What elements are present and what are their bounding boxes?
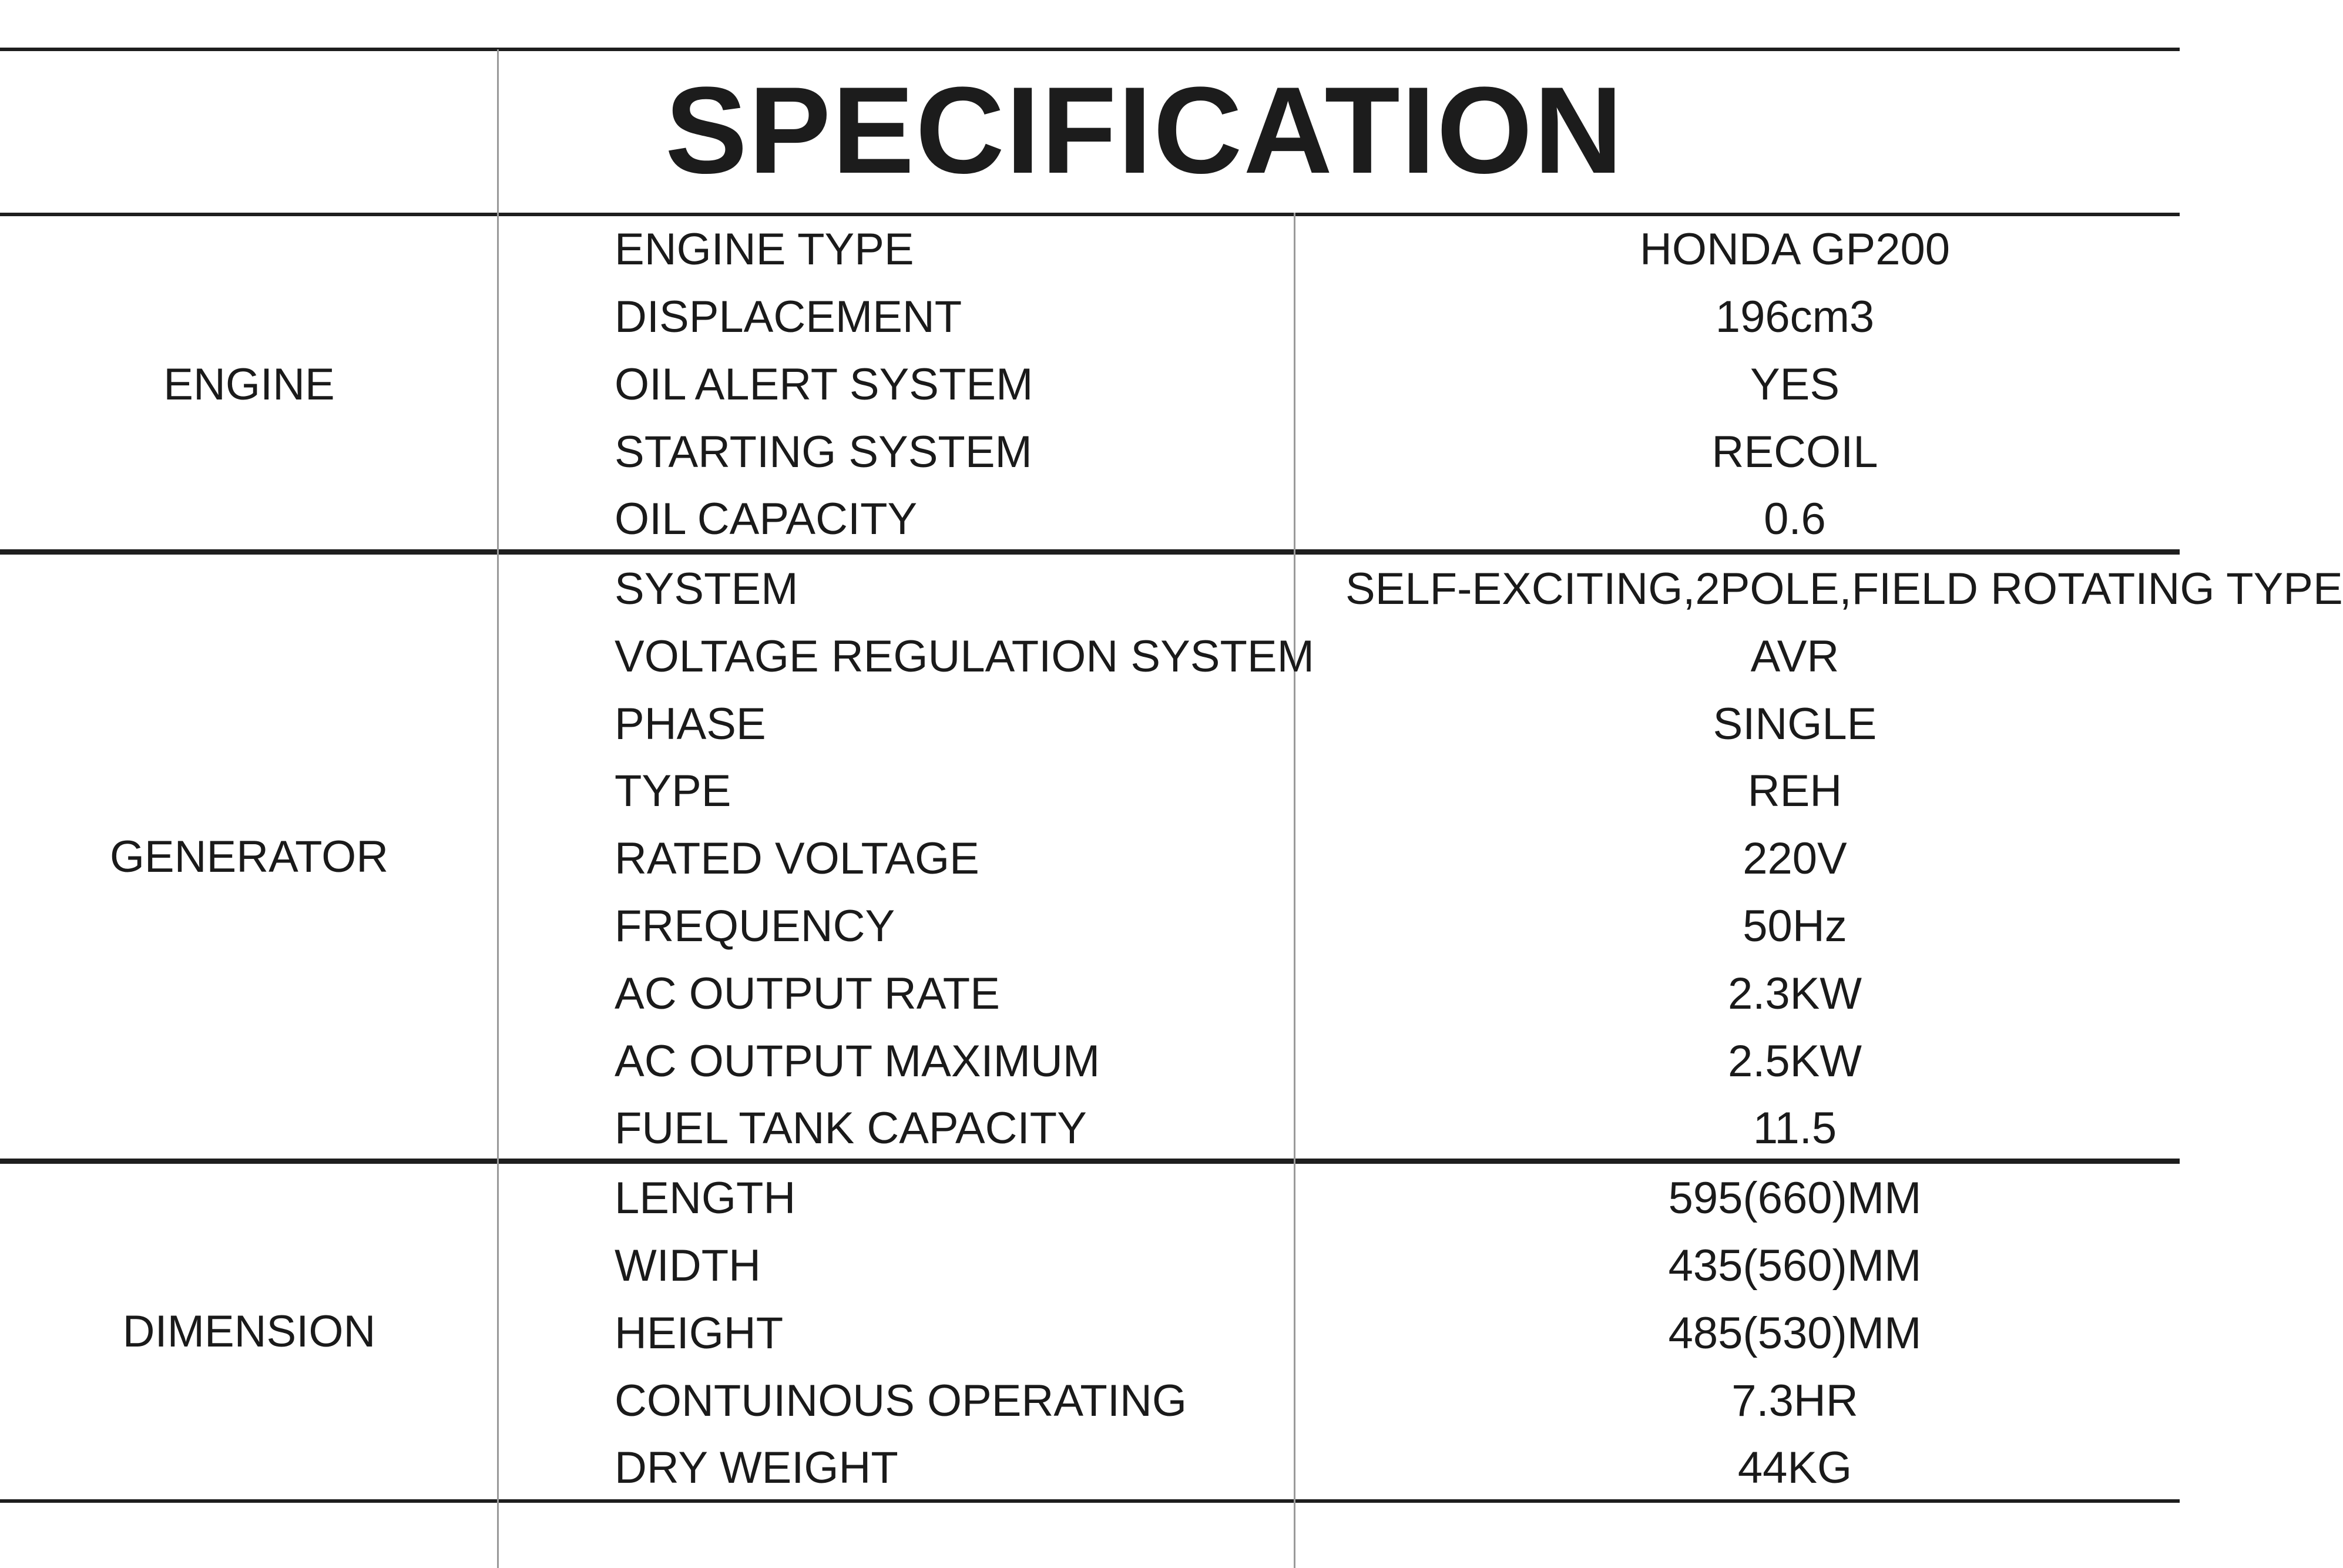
spec-name: ENGINE TYPE bbox=[615, 224, 914, 274]
spec-name: SYSTEM bbox=[615, 564, 798, 614]
table-row bbox=[0, 418, 2180, 486]
table-row bbox=[0, 1164, 2180, 1232]
spec-value: 196cm3 bbox=[1715, 292, 1875, 342]
page-title: SPECIFICATION bbox=[665, 61, 1624, 199]
spec-name: WIDTH bbox=[615, 1241, 761, 1291]
spec-name: OIL ALERT SYSTEM bbox=[615, 360, 1033, 409]
spec-value: 44KG bbox=[1737, 1443, 1852, 1493]
table-row bbox=[0, 351, 2180, 418]
spec-value: 2.3KW bbox=[1727, 969, 1862, 1019]
table-row bbox=[0, 1028, 2180, 1095]
table-row bbox=[0, 216, 2180, 283]
spec-name: TYPE bbox=[615, 766, 731, 816]
table-row bbox=[0, 555, 2343, 623]
table-row bbox=[0, 1094, 2180, 1162]
spec-name: RATED VOLTAGE bbox=[615, 834, 979, 884]
section-label-engine: ENGINE bbox=[163, 360, 335, 409]
table-row bbox=[0, 690, 2180, 758]
spec-name: DISPLACEMENT bbox=[615, 292, 962, 342]
spec-value: 50Hz bbox=[1743, 901, 1847, 951]
spec-name: LENGTH bbox=[615, 1173, 796, 1223]
spec-name: DRY WEIGHT bbox=[615, 1443, 898, 1493]
table-row bbox=[0, 825, 2180, 892]
spec-value: 2.5KW bbox=[1727, 1036, 1862, 1086]
spec-name: VOLTAGE REGULATION SYSTEM bbox=[615, 632, 1314, 681]
table-row bbox=[0, 757, 2180, 825]
table-row bbox=[0, 892, 2180, 960]
spec-value: YES bbox=[1750, 360, 1840, 409]
spec-value: 220V bbox=[1743, 834, 1847, 884]
spec-value: SINGLE bbox=[1713, 699, 1877, 749]
spec-name: AC OUTPUT RATE bbox=[615, 969, 1000, 1019]
spec-name: OIL CAPACITY bbox=[615, 494, 918, 544]
spec-value: REH bbox=[1747, 766, 1842, 816]
table-row bbox=[0, 1300, 2180, 1367]
section-label-generator: GENERATOR bbox=[109, 832, 389, 882]
spec-value: 485(530)MM bbox=[1668, 1308, 1922, 1358]
spec-value: 7.3HR bbox=[1731, 1376, 1858, 1426]
table-row bbox=[0, 1434, 2180, 1502]
spec-value: 595(660)MM bbox=[1668, 1173, 1922, 1223]
spec-name: STARTING SYSTEM bbox=[615, 427, 1032, 477]
section-label-dimension: DIMENSION bbox=[122, 1307, 376, 1357]
table-row bbox=[0, 485, 2180, 553]
spec-value: HONDA GP200 bbox=[1640, 224, 1950, 274]
spec-value: 435(560)MM bbox=[1668, 1241, 1922, 1291]
table-row bbox=[0, 1367, 2180, 1435]
table-row bbox=[0, 1232, 2180, 1300]
spec-value: RECOIL bbox=[1711, 427, 1878, 477]
table-row bbox=[0, 960, 2180, 1028]
spec-name: AC OUTPUT MAXIMUM bbox=[615, 1036, 1100, 1086]
table-row bbox=[0, 283, 2180, 351]
spec-value: AVR bbox=[1750, 632, 1840, 681]
spec-value: SELF-EXCITING,2POLE,FIELD ROTATING TYPE bbox=[1345, 564, 2343, 614]
table-row bbox=[0, 623, 2180, 690]
spec-name: FREQUENCY bbox=[615, 901, 895, 951]
spec-name: FUEL TANK CAPACITY bbox=[615, 1103, 1087, 1153]
spec-name: CONTUINOUS OPERATING bbox=[615, 1376, 1187, 1426]
spec-name: PHASE bbox=[615, 699, 766, 749]
spec-value: 0.6 bbox=[1764, 494, 1826, 544]
spec-value: 11.5 bbox=[1753, 1103, 1837, 1153]
spec-name: HEIGHT bbox=[615, 1308, 784, 1358]
